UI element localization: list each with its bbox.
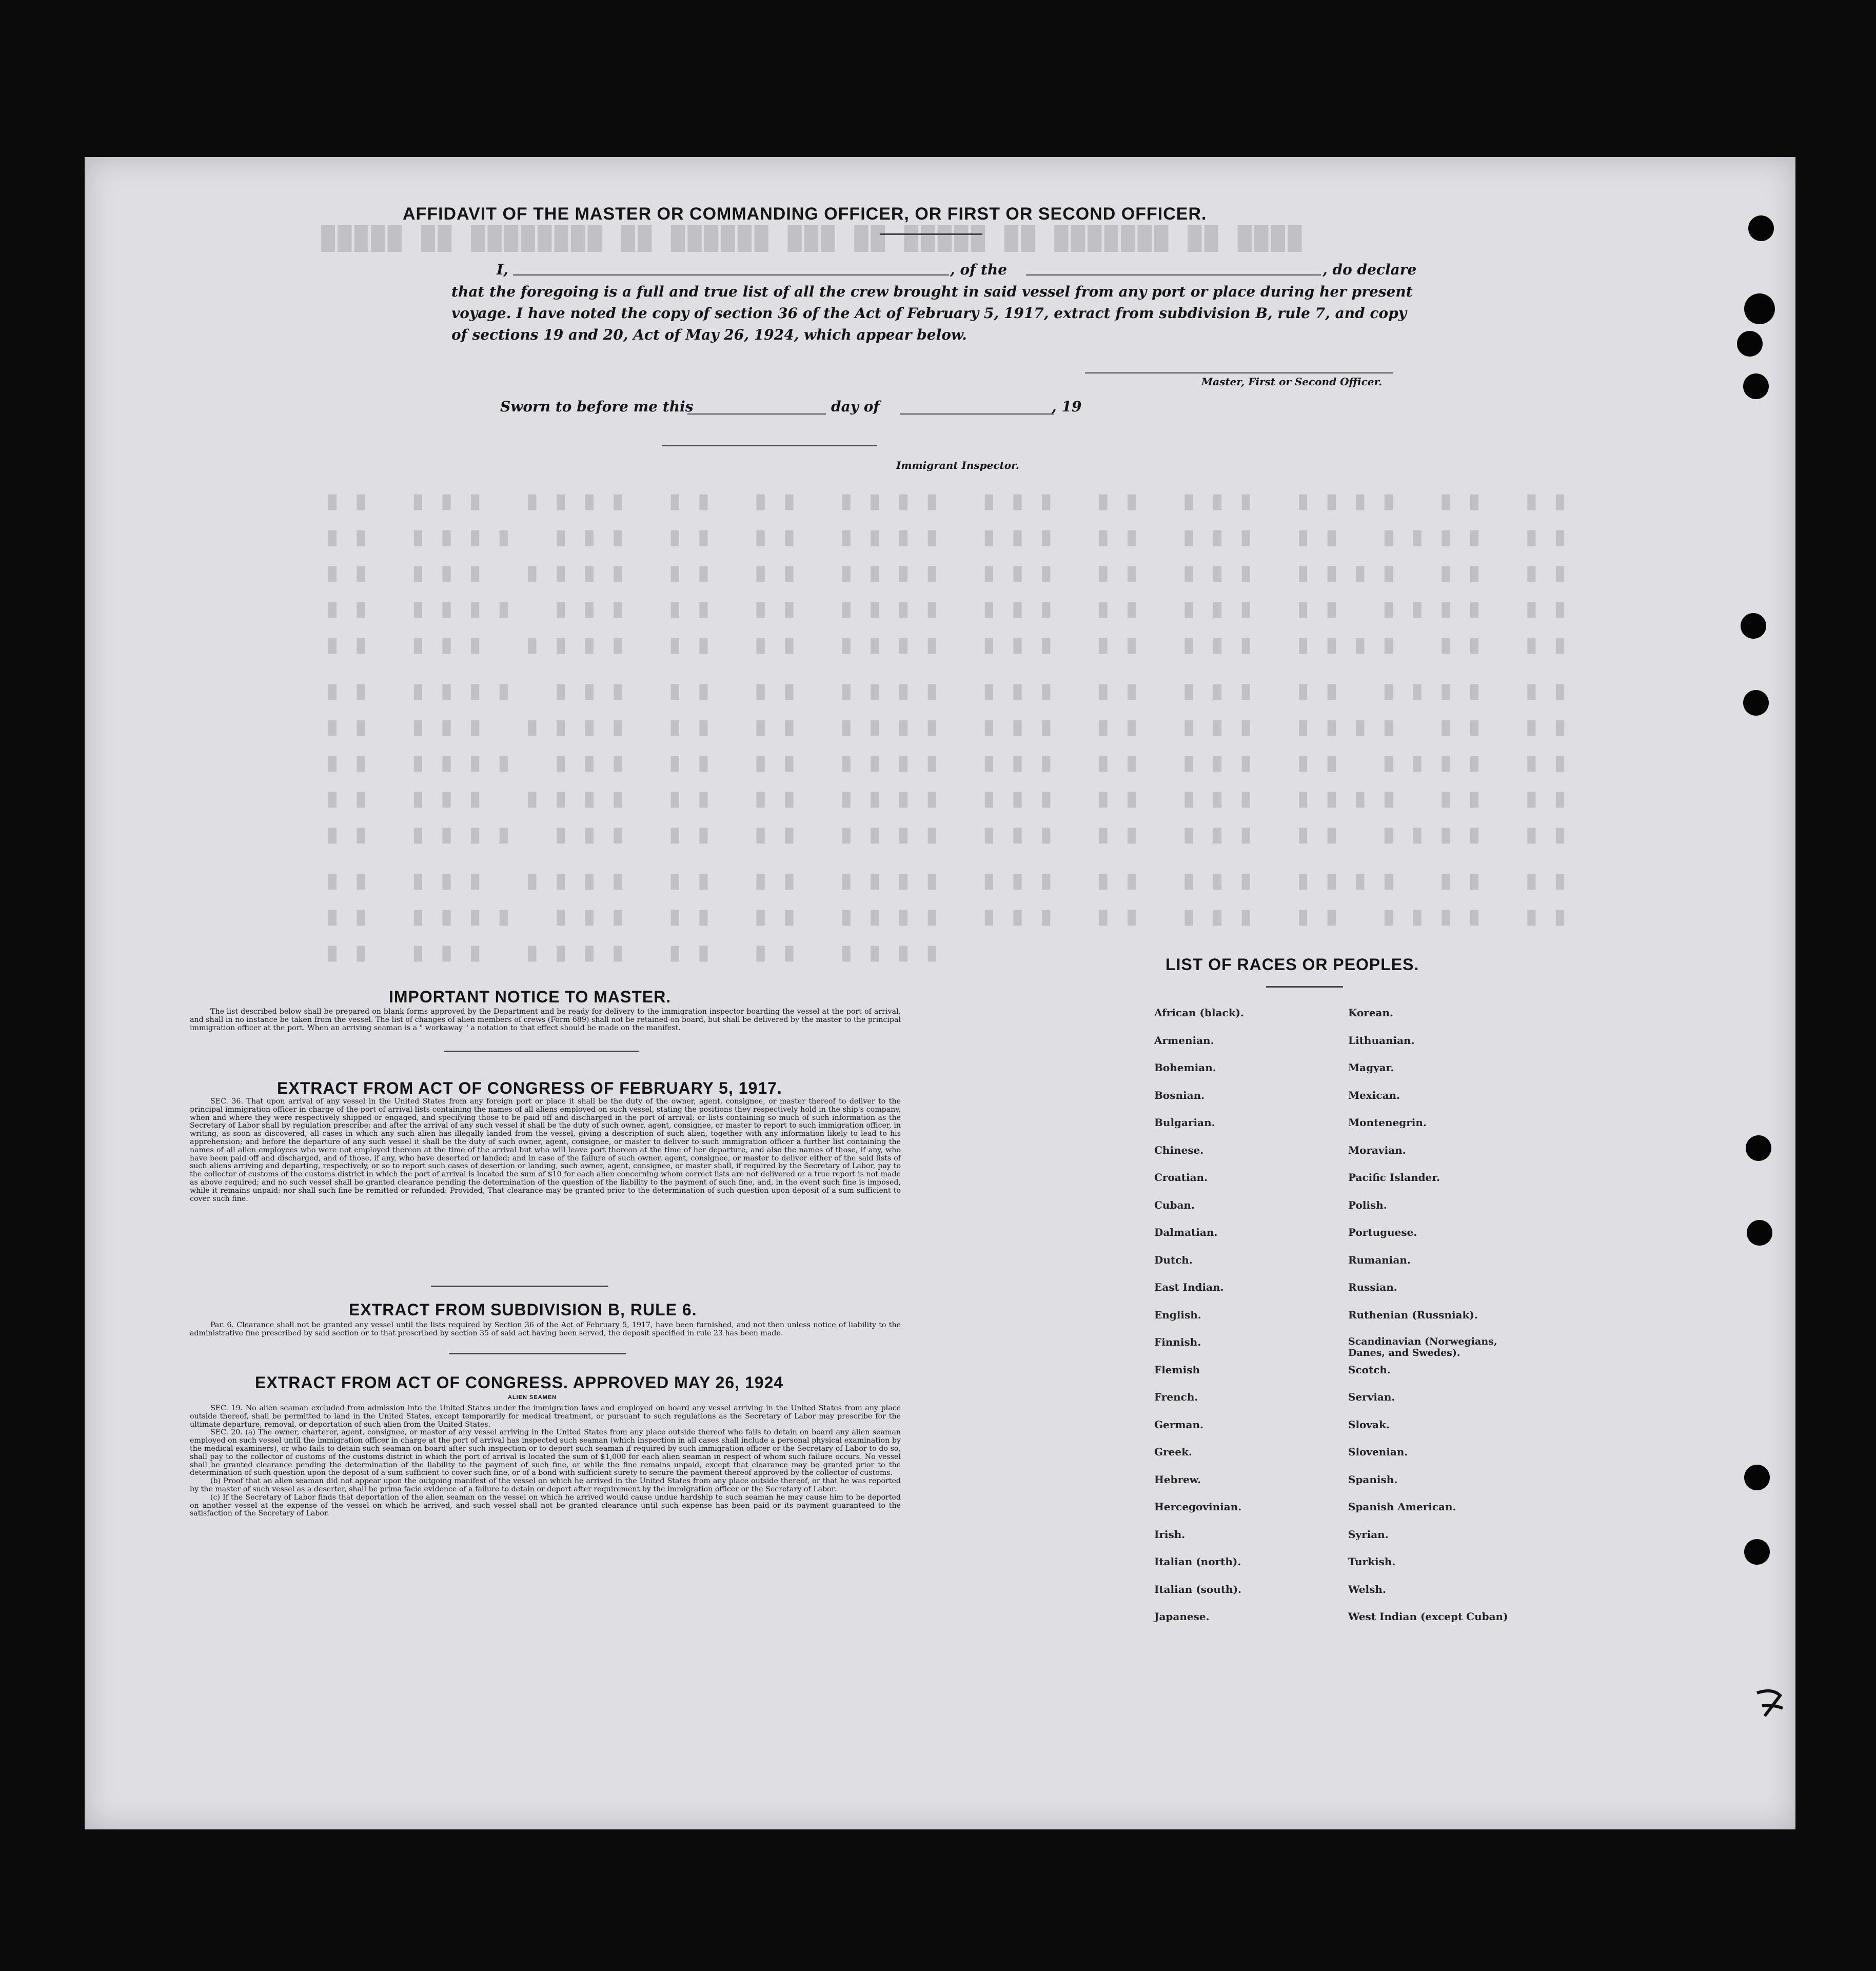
- race-item: Hebrew.: [1154, 1473, 1201, 1486]
- race-item: Turkish.: [1348, 1555, 1396, 1568]
- race-item: Spanish.: [1348, 1473, 1398, 1486]
- race-item: Rumanian.: [1348, 1253, 1411, 1266]
- affidavit-line-2: that the foregoing is a full and true list of all the crew brought in said vessel from any port or place during her present: [451, 283, 1413, 300]
- affidavit-line-3: voyage. I have noted the copy of section 36 of the Act of February 5, 1917, extract from subdivision B, rule 7, and copy: [451, 305, 1407, 322]
- race-item: Hercegovinian.: [1154, 1501, 1242, 1513]
- race-item: Scotch.: [1348, 1363, 1391, 1376]
- race-item: Bulgarian.: [1154, 1116, 1215, 1129]
- divider: [449, 1353, 626, 1354]
- title-underline: [880, 233, 982, 235]
- race-item: Montenegrin.: [1348, 1116, 1427, 1129]
- race-item: East Indian.: [1154, 1281, 1224, 1293]
- race-item: English.: [1154, 1308, 1201, 1321]
- race-item: Bohemian.: [1154, 1061, 1216, 1074]
- race-item: Scandinavian (Norwegians, Danes, and Swedes).: [1348, 1336, 1497, 1358]
- affidavit-line-1-mid: , of the: [950, 261, 1008, 278]
- races-underline: [1266, 986, 1343, 988]
- punch-hole: [1746, 1135, 1771, 1161]
- handwritten-page-mark: [1752, 1685, 1788, 1721]
- race-item: Spanish American.: [1348, 1501, 1456, 1513]
- sworn-label: Sworn to before me this: [500, 398, 694, 415]
- extract-1917-heading: EXTRACT FROM ACT OF CONGRESS OF FEBRUARY 5, 1917.: [277, 1079, 782, 1097]
- sworn-day-label: day of: [831, 398, 880, 415]
- divider: [431, 1286, 608, 1287]
- sworn-year-label: , 19: [1052, 398, 1082, 415]
- sworn-date-blank: [687, 413, 826, 415]
- race-item: Polish.: [1348, 1198, 1387, 1211]
- name-blank: [513, 274, 949, 275]
- race-item: Italian (north).: [1154, 1555, 1241, 1568]
- punch-hole: [1744, 1539, 1770, 1565]
- affidavit-line-1-start: I,: [497, 261, 508, 278]
- divider: [444, 1051, 639, 1052]
- race-item: Korean.: [1348, 1007, 1394, 1019]
- master-label: Master, First or Second Officer.: [1201, 376, 1383, 388]
- race-item: Croatian.: [1154, 1171, 1208, 1184]
- race-item: Slovak.: [1348, 1418, 1390, 1431]
- race-item: Dutch.: [1154, 1253, 1193, 1266]
- punch-hole: [1741, 613, 1766, 639]
- race-item: African (black).: [1154, 1007, 1245, 1019]
- race-item: Russian.: [1348, 1281, 1397, 1293]
- race-item: Pacific Islander.: [1348, 1171, 1440, 1184]
- sec20b-text: (b) Proof that an alien seaman did not appear upon the outgoing manifest of the vessel on which he arrived in the United States from any place outside thereof, or that he was reported by the master of such vessel as a deserter, shall be prima facie evidence of a failure to detain or deport after requirement by the immigration officer or the Secretary of Labor.: [190, 1477, 901, 1493]
- extract-1924-heading: EXTRACT FROM ACT OF CONGRESS. APPROVED MAY 26, 1924: [255, 1373, 784, 1392]
- vessel-blank: [1026, 274, 1321, 275]
- race-item: Portuguese.: [1348, 1226, 1417, 1238]
- punch-hole: [1748, 215, 1774, 241]
- punch-hole: [1743, 373, 1769, 399]
- sworn-month-blank: [900, 413, 1054, 415]
- race-item: Armenian.: [1154, 1034, 1214, 1047]
- race-item: Japanese.: [1154, 1610, 1210, 1623]
- notice-body: The list described below shall be prepared on blank forms approved by the Department and be ready for delivery to the immigration inspector boarding the vessel at the port of arrival, and shall in no instance be taken from the vessel. The list of changes of alien members of crews (Form 689) shall not be retained on board, but shall be delivered by the master to the principal immigration officer at the port. When an arriving seaman is a " workaway " a notation to that effect should be made on the manifest.: [190, 1008, 901, 1032]
- affidavit-line-1-end: , do declare: [1322, 261, 1417, 278]
- punch-hole: [1743, 690, 1769, 716]
- extract-1924-subheading: ALIEN SEAMEN: [508, 1394, 557, 1401]
- race-item: Dalmatian.: [1154, 1226, 1218, 1238]
- race-item: Irish.: [1154, 1528, 1186, 1541]
- sec19-text: SEC. 19. No alien seaman excluded from admission into the United States under the immigration laws and employed on board any vessel arriving in the United States from any place outside thereof, shall be permitted to land in the United States, except temporarily for medical treatment, or pursuant to such regulations as the Secretary of Labor may prescribe for the ultimate departure, removal, or deportation of such alien from the United States.: [190, 1404, 901, 1429]
- race-item: Lithuanian.: [1348, 1034, 1415, 1047]
- race-item: Mexican.: [1348, 1089, 1400, 1101]
- inspector-signature-line: [662, 445, 877, 446]
- races-heading: LIST OF RACES OR PEOPLES.: [1166, 955, 1419, 974]
- race-item: West Indian (except Cuban): [1348, 1610, 1508, 1623]
- master-signature-line: [1085, 372, 1393, 373]
- sec20a-text: SEC. 20. (a) The owner, charterer, agent, consignee, or master of any vessel arriving in the United States from any place outside thereof who fails to detain on board any alien seaman employed on such vessel until the immigration officer in charge at the port of arrival has inspected such seaman (which inspection in all cases shall include a personal physical examination by the medical examiners), or who fails to detain such seaman on board after such inspection or to deport such seaman if required by such immigration officer or the Secretary of Labor to do so, shall pay to the collector of customs of the customs district in which the port of arrival is located the sum of $1,000 for each alien seaman in respect of whom such failure occurs. No vessel shall be granted clearance pending the determination of the liability to the payment of such fine, or while the fine remains unpaid, except that clearance may be granted prior to the determination of such question upon the deposit of a sum sufficient to cover such fine, or of a bond with sufficient surety to secure the payment thereof approved by the collector of customs.: [190, 1428, 901, 1477]
- race-item: Syrian.: [1348, 1528, 1389, 1541]
- race-item: Slovenian.: [1348, 1446, 1408, 1458]
- affidavit-title: AFFIDAVIT OF THE MASTER OR COMMANDING OFFICER, OR FIRST OR SECOND OFFICER.: [403, 204, 1207, 224]
- punch-hole: [1744, 293, 1775, 324]
- extract-rule6-body: Par. 6. Clearance shall not be granted any vessel until the lists required by Section 36 of the Act of February 5, 1917, have been furnished, and not then unless notice of liability to the administrative fine prescribed by said section or to that prescribed by section 35 of said act having been served, the deposit specified in rule 23 has been made.: [190, 1321, 901, 1337]
- document-page: [85, 157, 1795, 1829]
- race-item: Moravian.: [1348, 1144, 1406, 1156]
- race-item: Ruthenian (Russniak).: [1348, 1308, 1478, 1321]
- race-item: Chinese.: [1154, 1144, 1204, 1156]
- punch-hole: [1747, 1220, 1772, 1246]
- punch-hole: [1744, 1465, 1770, 1490]
- race-item: Magyar.: [1348, 1061, 1394, 1074]
- affidavit-line-4: of sections 19 and 20, Act of May 26, 1924, which appear below.: [451, 326, 967, 343]
- race-item: Cuban.: [1154, 1198, 1195, 1211]
- race-item: German.: [1154, 1418, 1203, 1431]
- punch-hole: [1737, 331, 1763, 357]
- race-item: Bosnian.: [1154, 1089, 1205, 1101]
- race-item: Finnish.: [1154, 1336, 1201, 1348]
- inspector-label: Immigrant Inspector.: [896, 459, 1019, 471]
- race-item: French.: [1154, 1391, 1198, 1403]
- extract-1924-body: [190, 1405, 901, 1518]
- race-item: Greek.: [1154, 1446, 1192, 1458]
- race-item: Italian (south).: [1154, 1583, 1242, 1595]
- sec20c-text: (c) If the Secretary of Labor finds that deportation of the alien seaman on the vessel on which he arrived would cause undue hardship to such seaman he may cause him to be deported on another vessel at the expense of the vessel on which he arrived, and such vessel shall not be granted clearance until such expense has been paid or its payment guaranteed to the satisfaction of the Secretary of Labor.: [190, 1493, 901, 1518]
- notice-heading: IMPORTANT NOTICE TO MASTER.: [389, 988, 672, 1006]
- race-item: Welsh.: [1348, 1583, 1386, 1595]
- race-item: Flemish: [1154, 1363, 1200, 1376]
- race-item: Servian.: [1348, 1391, 1395, 1403]
- extract-1917-body: SEC. 36. That upon arrival of any vessel in the United States from any foreign port or place it shall be the duty of the owner, agent, consignee, or master thereof to deliver to the principal immigration officer in charge of the port of arrival lists containing the names of all aliens employed on such vessel, stating the positions they respectively hold in the ship's company, when and where they were respectively shipped or engaged, and specifying those to be paid off and discharged in the port of arrival; or lists containing so much of such information as the Secretary of Labor shall by regulation prescribe; and after the arrival of any such vessel it shall be the duty of such owner, agent, consignee, or master to report to such immigration officer, in writing, as soon as discovered, all cases in which any such alien has illegally landed from the vessel, giving a description of such alien, together with any information likely to lead to his apprehension; and before the departure of any such vessel it shall be the duty of such owner, agent, consignee, or master to deliver to such immigration officer a further list containing the names of all alien employees who were not employed thereon at the time of the arrival but who will leave port thereon at the time of her departure, and also the names of those, if any, who have been paid off and discharged, and of those, if any, who have deserted or landed; and in case of the failure of such owner, agent, consignee, or master to deliver either of the said lists of such aliens arriving and departing, respectively, or so to report such cases of desertion or landing, such owner, agent, consignee, or master shall, if required by the Secretary of Labor, pay to the collector of customs of the customs district in which the port of arrival is located the sum of $10 for each alien concerning whom correct lists are not delivered or a true report is not made as above required; and no such vessel shall be granted clearance pending the determination of the question of the liability to the payment of such fine, and, in the event such fine is imposed, while it remains unpaid; nor shall such fine be remitted or refunded: Provided, That clearance may be granted prior to the determination of such question upon deposit of a sum sufficient to cover such fine.: [190, 1097, 901, 1203]
- extract-rule6-heading: EXTRACT FROM SUBDIVISION B, RULE 6.: [349, 1300, 697, 1319]
